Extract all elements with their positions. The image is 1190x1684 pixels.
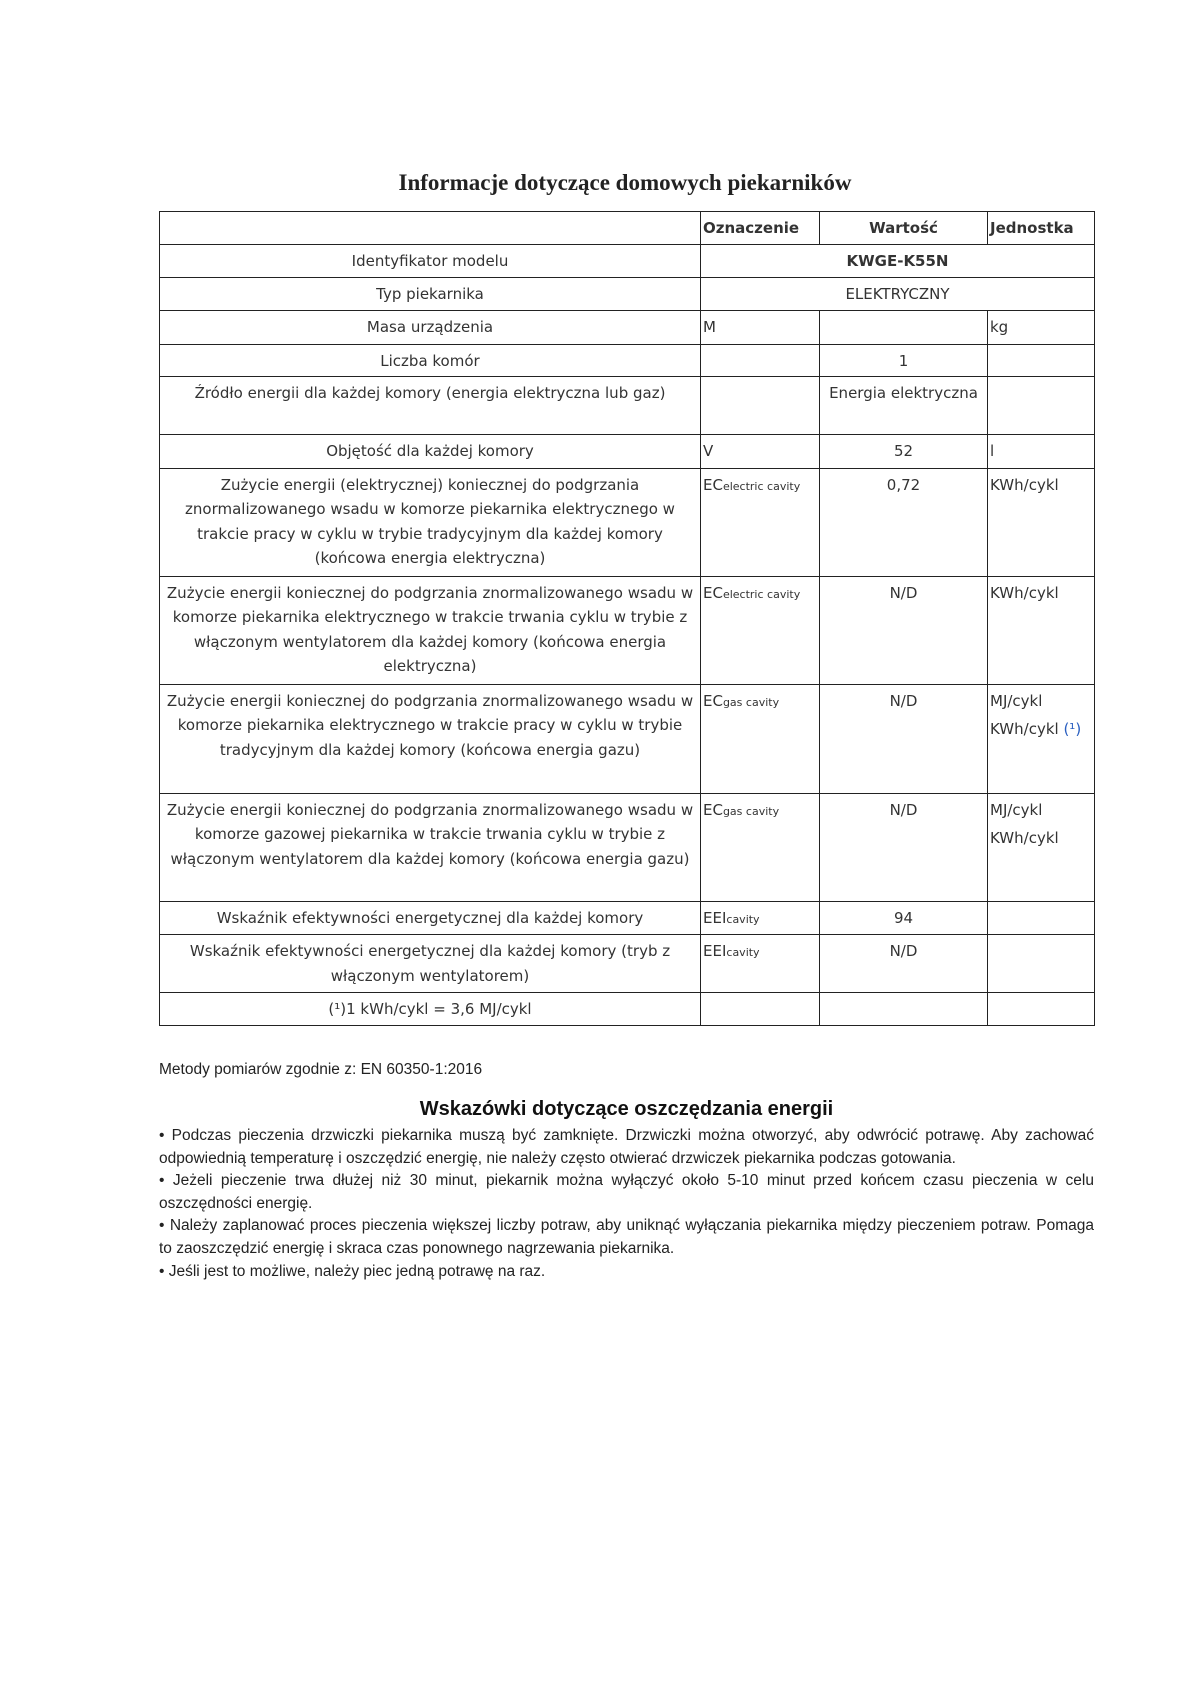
- table-row-type: [160, 278, 1095, 311]
- symbol-subscript: cavity: [726, 946, 760, 959]
- header-unit: Jednostka: [988, 212, 1095, 245]
- symbol-subscript: electric cavity: [722, 479, 801, 493]
- symbol-subscript: electric cavity: [722, 587, 801, 601]
- footnote-ref: (¹): [1063, 720, 1082, 738]
- table-row: [160, 376, 1095, 434]
- row-label: Zużycie energii koniecznej do podgrzania znormalizowanego wsadu w komorze gazowej piekarnika w trakcie trwania cyklu w trybie z włączonym wentylatorem dla każdej komory (końcowa energia gazu): [160, 793, 701, 901]
- row-label: Zużycie energii koniecznej do podgrzania znormalizowanego wsadu w komorze piekarnika elektrycznego w trakcie pracy w cyklu w trybie tradycyjnym dla każdej komory (końcowa energia gazu): [160, 684, 701, 793]
- row-unit: [988, 793, 1095, 901]
- row-symbol: [701, 434, 820, 468]
- table-row: [160, 311, 1095, 345]
- row-unit: [988, 311, 1095, 345]
- row-value: N/D: [820, 793, 988, 901]
- row-value: 94: [820, 901, 988, 935]
- row-value: N/D: [820, 935, 988, 993]
- table-row: [160, 434, 1095, 468]
- table-row: [160, 901, 1095, 935]
- unit-primary: KWh/cykl: [990, 475, 1059, 494]
- unit-primary: MJ/cykl: [990, 691, 1043, 710]
- row-value: N/D: [820, 684, 988, 793]
- row-unit: [988, 901, 1095, 935]
- row-label: Objętość dla każdej komory: [160, 434, 701, 468]
- symbol-main: EEI: [703, 908, 727, 927]
- document-title: Informacje dotyczące domowych piekarników: [398, 170, 852, 195]
- row-symbol: [701, 468, 820, 576]
- row-symbol: [701, 344, 820, 376]
- row-symbol: [701, 311, 820, 345]
- table-row: [160, 344, 1095, 376]
- row-symbol: [701, 901, 820, 935]
- unit-secondary-text: KWh/cykl: [990, 829, 1059, 847]
- row-symbol: [701, 793, 820, 901]
- symbol-main: M: [703, 318, 716, 336]
- row-value: N/D: [820, 576, 988, 684]
- tips-list: [159, 1125, 1094, 1283]
- row-label: Źródło energii dla każdej komory (energia elektryczna lub gaz): [160, 376, 701, 434]
- row-unit: [988, 468, 1095, 576]
- row-symbol: [701, 935, 820, 993]
- tip-item: • Jeżeli pieczenie trwa dłużej niż 30 minut, piekarnik można wyłączyć około 5-10 minut przed końcem czasu pieczenia w celu oszczędności energię.: [159, 1172, 1094, 1212]
- row-unit: [988, 576, 1095, 684]
- row-symbol: [701, 684, 820, 793]
- measurement-methods: Metody pomiarów zgodnie z: EN 60350-1:2016: [159, 1061, 483, 1078]
- symbol-main: EC: [703, 583, 723, 602]
- row-label: Zużycie energii koniecznej do podgrzania znormalizowanego wsadu w komorze piekarnika elektrycznego w trakcie trwania cyklu w trybie z włączonym wentylatorem dla każdej komory (końcowa energia elektryczna): [160, 576, 701, 684]
- footnote: (¹)1 kWh/cykl = 3,6 MJ/cykl: [160, 993, 701, 1026]
- header-value: Wartość: [820, 212, 988, 245]
- row-value: Energia elektryczna: [820, 376, 988, 434]
- symbol-main: EC: [703, 475, 723, 494]
- row-value: 52: [820, 434, 988, 468]
- row-label: Masa urządzenia: [160, 311, 701, 345]
- tip-item: • Jeśli jest to możliwe, należy piec jedną potrawę na raz.: [159, 1262, 546, 1280]
- unit-secondary: [990, 717, 1092, 742]
- row-value: 1: [820, 344, 988, 376]
- table-row: [160, 935, 1095, 993]
- row-value: [820, 311, 988, 345]
- row-symbol: [701, 576, 820, 684]
- symbol-main: V: [703, 441, 714, 460]
- tip-item: • Podczas pieczenia drzwiczki piekarnika muszą być zamknięte. Drzwiczki można otworzyć, aby odwrócić potrawę. Aby zachować odpowiednią temperaturę i oszczędzić energię, nie należy często otwierać drzwiczek piekarnika podczas gotowania.: [159, 1127, 1094, 1167]
- symbol-main: EEI: [703, 942, 727, 960]
- table-row-footnote: [160, 993, 1095, 1026]
- header-symbol: Oznaczenie: [701, 212, 820, 245]
- row-label: Zużycie energii (elektrycznej) koniecznej do podgrzania znormalizowanego wsadu w komorze piekarnika elektrycznego w trakcie pracy w cyklu w trybie tradycyjnym dla każdej komory (końcowa energia elektryczna): [160, 468, 701, 576]
- row-unit: [988, 344, 1095, 376]
- unit-primary: l: [990, 441, 995, 460]
- row-unit: [988, 434, 1095, 468]
- row-unit: [988, 684, 1095, 793]
- row-label: Typ piekarnika: [160, 278, 701, 311]
- row-symbol: [701, 376, 820, 434]
- symbol-subscript: gas cavity: [722, 804, 780, 818]
- unit-secondary-text: KWh/cykl: [990, 720, 1059, 738]
- table-row: [160, 793, 1095, 901]
- header-label: [160, 212, 701, 245]
- symbol-main: EC: [703, 800, 723, 819]
- table-row-model: [160, 245, 1095, 278]
- row-label: Wskaźnik efektywności energetycznej dla każdej komory (tryb z włączonym wentylatorem): [160, 935, 701, 993]
- oven-info-table: [159, 211, 1095, 1026]
- model-id-value: KWGE-K55N: [701, 245, 1095, 278]
- unit-primary: KWh/cykl: [990, 583, 1059, 602]
- table-row: [160, 468, 1095, 576]
- symbol-subscript: gas cavity: [722, 695, 780, 709]
- unit-primary: MJ/cykl: [990, 800, 1043, 819]
- table-header-row: [160, 212, 1095, 245]
- row-label: Identyfikator modelu: [160, 245, 701, 278]
- unit-primary: kg: [990, 318, 1009, 336]
- row-label: Wskaźnik efektywności energetycznej dla każdej komory: [160, 901, 701, 935]
- tip-item: • Należy zaplanować proces pieczenia większej liczby potraw, aby uniknąć wyłączania piekarnika między pieczeniem potraw. Pomaga to zaoszczędzić energię i skraca czas ponownego nagrzewania piekarnika.: [159, 1217, 1094, 1257]
- table-row: [160, 576, 1095, 684]
- row-unit: [988, 935, 1095, 993]
- row-unit: [988, 376, 1095, 434]
- tips-heading: Wskazówki dotyczące oszczędzania energii: [419, 1098, 834, 1120]
- symbol-main: EC: [703, 691, 723, 710]
- row-value: 0,72: [820, 468, 988, 576]
- row-label: Liczba komór: [160, 344, 701, 376]
- unit-secondary: [990, 826, 1092, 851]
- oven-type-value: ELEKTRYCZNY: [701, 278, 1095, 311]
- symbol-subscript: cavity: [726, 912, 760, 926]
- table-row: [160, 684, 1095, 793]
